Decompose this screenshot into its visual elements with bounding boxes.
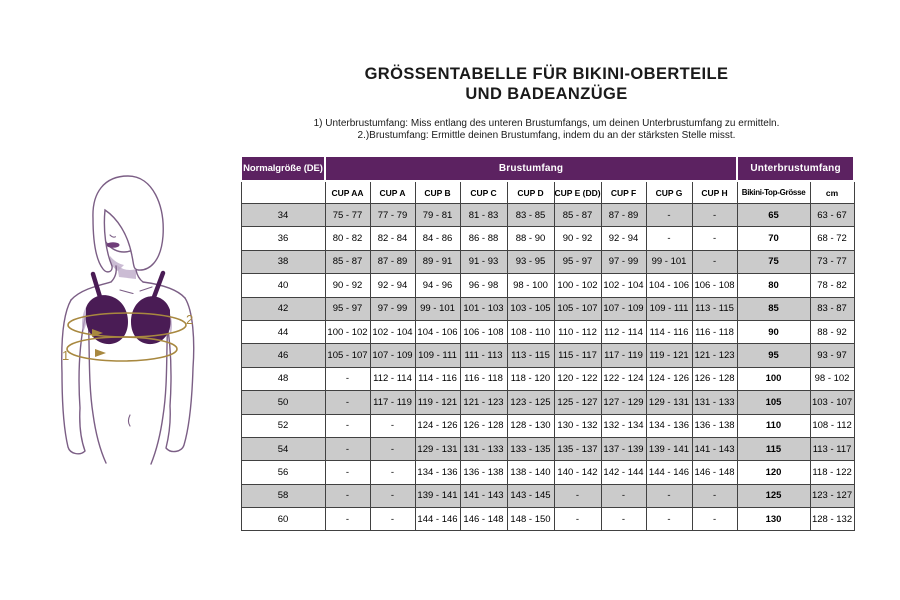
cm-range-cell: 123 - 127 [810,484,854,507]
cup-range-cell: 139 - 141 [415,484,460,507]
cup-range-cell: 87 - 89 [370,250,415,273]
table-row [241,414,854,437]
cup-range-cell: 106 - 108 [692,274,737,297]
page-title-line1: GRÖSSENTABELLE FÜR BIKINI-OBERTEILE [364,65,729,83]
bikini-top-size-cell: 95 [737,344,810,367]
woman-measurement-illustration [40,168,215,468]
cup-range-cell: 138 - 140 [507,461,554,484]
size-cell: 38 [241,250,325,273]
cup-range-cell: 79 - 81 [415,204,460,227]
cup-range-cell: 126 - 128 [692,367,737,390]
neck-right-line [136,270,143,282]
group-header-row [241,156,854,181]
cm-range-cell: 98 - 102 [810,367,854,390]
cup-range-cell: - [325,437,370,460]
cup-range-cell: - [646,484,692,507]
cup-range-cell: - [692,484,737,507]
header-brustumfang: Brustumfang [325,156,737,181]
bikini-top-size-cell: 85 [737,297,810,320]
column-header-cm: cm [810,181,854,204]
size-cell: 50 [241,391,325,414]
cup-range-cell: 142 - 144 [601,461,646,484]
left-arm-outline [62,300,85,454]
right-shoulder-line [143,282,185,298]
cup-range-cell: - [370,414,415,437]
size-cell: 54 [241,437,325,460]
column-header-cup-h: CUP H [692,181,737,204]
cup-range-cell: 124 - 126 [646,367,692,390]
cup-range-cell: 113 - 115 [692,297,737,320]
cup-range-cell: - [325,367,370,390]
table-row [241,204,854,227]
cm-range-cell: 88 - 92 [810,320,854,343]
cup-range-cell: - [646,204,692,227]
size-cell: 44 [241,320,325,343]
cup-range-cell: 127 - 129 [601,391,646,414]
cup-range-cell: 80 - 82 [325,227,370,250]
cup-range-cell: 118 - 120 [507,367,554,390]
instruction-bust: 2.)Brustumfang: Ermittle deinen Brustumfang, indem du an der stärksten Stelle misst. [357,130,736,141]
cup-range-cell: - [370,461,415,484]
cup-range-cell: 130 - 132 [554,414,601,437]
cup-range-cell: 99 - 101 [646,250,692,273]
cup-range-cell: 97 - 99 [370,297,415,320]
cup-range-cell: - [370,508,415,531]
bikini-top-size-cell: 100 [737,367,810,390]
underbust-measure-line [67,337,177,361]
cm-range-cell: 93 - 97 [810,344,854,367]
table-row [241,508,854,531]
cup-range-cell: 86 - 88 [460,227,507,250]
cup-range-cell: 94 - 96 [415,274,460,297]
left-collarbone-line [120,290,133,294]
cup-range-cell: 131 - 133 [692,391,737,414]
cup-range-cell: 93 - 95 [507,250,554,273]
cup-range-cell: 140 - 142 [554,461,601,484]
cup-range-cell: 101 - 103 [460,297,507,320]
cup-range-cell: 104 - 106 [415,320,460,343]
cup-range-cell: 120 - 122 [554,367,601,390]
cup-range-cell: - [646,227,692,250]
cup-range-cell: - [325,461,370,484]
cup-range-cell: 77 - 79 [370,204,415,227]
table-row [241,227,854,250]
cup-range-cell: 121 - 123 [460,391,507,414]
size-cell: 40 [241,274,325,297]
cup-range-cell: 100 - 102 [325,320,370,343]
table-row [241,320,854,343]
cup-range-cell: 97 - 99 [601,250,646,273]
cup-range-cell: 116 - 118 [692,320,737,343]
size-table-body [241,204,854,531]
table-row [241,461,854,484]
cup-range-cell: 85 - 87 [325,250,370,273]
cup-range-cell: 117 - 119 [601,344,646,367]
cup-range-cell: 128 - 130 [507,414,554,437]
cup-range-cell: 139 - 141 [646,437,692,460]
cup-range-cell: - [325,391,370,414]
cup-range-cell: - [601,484,646,507]
cup-range-cell: 115 - 117 [554,344,601,367]
page-title-line2: UND BADEANZÜGE [465,85,628,103]
column-header-cup-d: CUP D [507,181,554,204]
cup-range-cell: - [325,484,370,507]
table-row [241,437,854,460]
size-cell: 58 [241,484,325,507]
cup-range-cell: 134 - 136 [646,414,692,437]
cup-range-cell: 134 - 136 [415,461,460,484]
cup-range-cell: - [601,508,646,531]
navel-line [129,415,131,426]
cup-range-cell: 114 - 116 [646,320,692,343]
header-unterbrustumfang: Unterbrustumfang [737,156,854,181]
cup-range-cell: 96 - 98 [460,274,507,297]
cup-range-cell: 102 - 104 [601,274,646,297]
underbust-measure-label: 1 [62,348,70,363]
bikini-top-size-cell: 120 [737,461,810,484]
size-cell: 60 [241,508,325,531]
cup-range-cell: - [692,204,737,227]
cup-range-cell: 122 - 124 [601,367,646,390]
cup-range-cell: 132 - 134 [601,414,646,437]
cup-range-cell: 137 - 139 [601,437,646,460]
cm-range-cell: 118 - 122 [810,461,854,484]
cup-range-cell: 105 - 107 [554,297,601,320]
cup-range-cell: 107 - 109 [601,297,646,320]
page-title [240,64,853,104]
cup-range-cell: 90 - 92 [554,227,601,250]
cup-range-cell: - [554,484,601,507]
cm-range-cell: 63 - 67 [810,204,854,227]
cup-range-cell: 136 - 138 [692,414,737,437]
cup-range-cell: 88 - 90 [507,227,554,250]
instruction-underbust: 1) Unterbrustumfang: Miss entlang des unteren Brustumfangs, um deinen Unterbrustumfang zu ermitteln. [313,118,780,129]
cup-range-cell: 100 - 102 [554,274,601,297]
cup-range-cell: 83 - 85 [507,204,554,227]
cup-range-cell: 124 - 126 [415,414,460,437]
cup-range-cell: 92 - 94 [601,227,646,250]
cup-range-cell: 109 - 111 [646,297,692,320]
bust-measure-label: 2 [186,312,194,327]
bikini-top-size-cell: 115 [737,437,810,460]
bikini-top-size-cell: 90 [737,320,810,343]
cup-range-cell: 119 - 121 [415,391,460,414]
bikini-top-size-cell: 125 [737,484,810,507]
cup-range-cell: 113 - 115 [507,344,554,367]
cup-range-cell: 112 - 114 [601,320,646,343]
right-collarbone-line [140,287,152,291]
cm-range-cell: 103 - 107 [810,391,854,414]
cup-range-cell: 91 - 93 [460,250,507,273]
cup-range-cell: 92 - 94 [370,274,415,297]
cup-range-cell: 144 - 146 [415,508,460,531]
cup-range-cell: 123 - 125 [507,391,554,414]
cup-range-cell: 133 - 135 [507,437,554,460]
column-header-cup-b: CUP B [415,181,460,204]
cup-range-cell: 108 - 110 [507,320,554,343]
cup-range-cell: 82 - 84 [370,227,415,250]
bikini-top-size-cell: 105 [737,391,810,414]
lips [107,242,120,248]
bikini-top-size-cell: 80 [737,274,810,297]
cm-range-cell: 68 - 72 [810,227,854,250]
table-row [241,250,854,273]
cup-range-cell: 95 - 97 [554,250,601,273]
table-row [241,367,854,390]
cup-range-cell: 95 - 97 [325,297,370,320]
cup-range-cell: - [370,484,415,507]
cm-range-cell: 73 - 77 [810,250,854,273]
column-header-row [241,181,854,204]
cup-range-cell: 136 - 138 [460,461,507,484]
column-header-empty [241,181,325,204]
column-header-cup-g: CUP G [646,181,692,204]
cup-range-cell: 112 - 114 [370,367,415,390]
cup-range-cell: - [554,508,601,531]
cup-range-cell: 126 - 128 [460,414,507,437]
size-cell: 42 [241,297,325,320]
size-cell: 36 [241,227,325,250]
size-cell: 48 [241,367,325,390]
cm-range-cell: 108 - 112 [810,414,854,437]
bikini-top-size-cell: 70 [737,227,810,250]
cup-range-cell: 114 - 116 [415,367,460,390]
column-header-cup-f: CUP F [601,181,646,204]
cup-range-cell: 103 - 105 [507,297,554,320]
cup-range-cell: 84 - 86 [415,227,460,250]
cup-range-cell: 131 - 133 [460,437,507,460]
cup-range-cell: 146 - 148 [692,461,737,484]
table-row [241,274,854,297]
cup-range-cell: 144 - 146 [646,461,692,484]
cup-range-cell: - [325,414,370,437]
cup-range-cell: - [692,508,737,531]
cup-range-cell: 135 - 137 [554,437,601,460]
cup-range-cell: 111 - 113 [460,344,507,367]
cup-range-cell: 117 - 119 [370,391,415,414]
cup-range-cell: - [646,508,692,531]
cup-range-cell: 148 - 150 [507,508,554,531]
cup-range-cell: 129 - 131 [646,391,692,414]
column-header-cup-aa: CUP AA [325,181,370,204]
cup-range-cell: 119 - 121 [646,344,692,367]
cup-range-cell: 105 - 107 [325,344,370,367]
size-cell: 52 [241,414,325,437]
underbust-measure-arrow [95,349,106,357]
header-normalgroesse: Normalgröße (DE) [241,156,325,181]
cup-range-cell: - [692,227,737,250]
bikini-top-size-cell: 130 [737,508,810,531]
cup-range-cell: 141 - 143 [692,437,737,460]
cup-range-cell: 104 - 106 [646,274,692,297]
cup-range-cell: 143 - 145 [507,484,554,507]
bikini-top-size-cell: 65 [737,204,810,227]
size-cell: 34 [241,204,325,227]
cup-range-cell: 81 - 83 [460,204,507,227]
cup-range-cell: - [692,250,737,273]
size-cell: 46 [241,344,325,367]
cup-range-cell: 98 - 100 [507,274,554,297]
table-row [241,391,854,414]
cup-range-cell: 102 - 104 [370,320,415,343]
cm-range-cell: 83 - 87 [810,297,854,320]
cm-range-cell: 128 - 132 [810,508,854,531]
cup-range-cell: 85 - 87 [554,204,601,227]
cup-range-cell: 146 - 148 [460,508,507,531]
hair [93,176,163,272]
cup-range-cell: 116 - 118 [460,367,507,390]
cup-range-cell: 109 - 111 [415,344,460,367]
measurement-instructions [190,118,900,142]
size-table [240,155,855,531]
column-header-cup-c: CUP C [460,181,507,204]
cm-range-cell: 113 - 117 [810,437,854,460]
cup-range-cell: 89 - 91 [415,250,460,273]
cup-range-cell: 106 - 108 [460,320,507,343]
column-header-cup-a: CUP A [370,181,415,204]
cup-range-cell: 129 - 131 [415,437,460,460]
cup-range-cell: 75 - 77 [325,204,370,227]
cup-range-cell: 125 - 127 [554,391,601,414]
cup-range-cell: 121 - 123 [692,344,737,367]
cup-range-cell: - [325,508,370,531]
table-row [241,484,854,507]
cup-range-cell: - [370,437,415,460]
table-row [241,297,854,320]
column-header-cup-e-dd: CUP E (DD) [554,181,601,204]
cup-range-cell: 90 - 92 [325,274,370,297]
cup-range-cell: 107 - 109 [370,344,415,367]
cup-range-cell: 141 - 143 [460,484,507,507]
cup-range-cell: 99 - 101 [415,297,460,320]
cm-range-cell: 78 - 82 [810,274,854,297]
bikini-top-size-cell: 110 [737,414,810,437]
size-cell: 56 [241,461,325,484]
column-header-bikini-top-groesse: Bikini-Top-Grösse [737,181,810,204]
cup-range-cell: 87 - 89 [601,204,646,227]
cup-range-cell: 110 - 112 [554,320,601,343]
bikini-top-size-cell: 75 [737,250,810,273]
table-row [241,344,854,367]
